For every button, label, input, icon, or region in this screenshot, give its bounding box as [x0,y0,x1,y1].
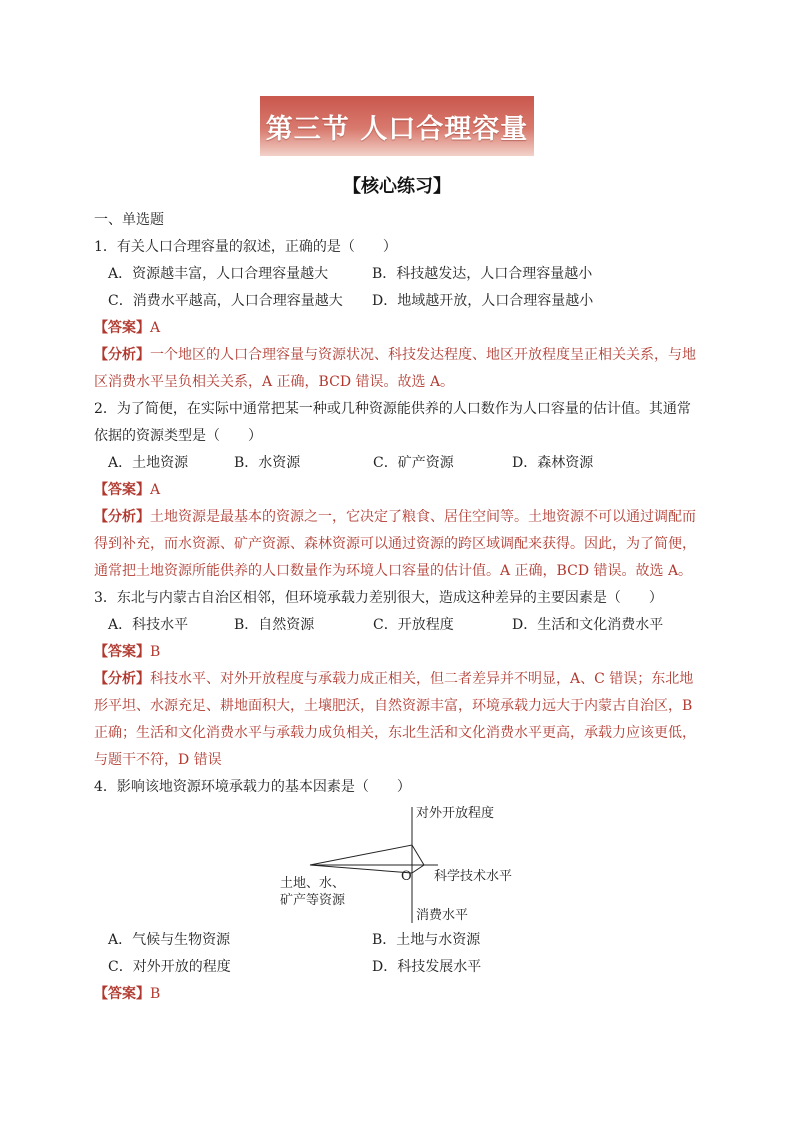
question-3 [94,585,706,774]
section-heading: 一、单选题 [94,212,164,228]
question-4 [94,774,706,1008]
question-stem: 依据的资源类型是（ ） [94,428,262,444]
option-b: B．水资源 [234,455,301,471]
answer-tag: 【答案】 [94,986,150,1002]
option-row [94,927,706,954]
section-subtitle: 【核心练习】 [343,176,451,197]
analysis-line [94,666,706,693]
answer-line [94,639,706,666]
option-b: B．科技越发达，人口合理容量越小 [372,266,593,282]
axis-label-left-1: 土地、水、 [280,876,346,891]
question-1 [94,234,706,396]
option-a: A．科技水平 [108,617,189,633]
analysis-text: 科技水平、对外开放程度与承载力成正相关，但二者差异并不明显，A、C 错误；东北地 [150,671,694,687]
option-d: D．科技发展水平 [372,959,482,975]
option-c: C．对外开放的程度 [108,959,231,975]
axis-label-left-2: 矿产等资源 [280,893,346,908]
diagram-svg [268,801,528,927]
analysis-text: 正确；生活和文化消费水平与承载力成负相关，东北生活和文化消费水平更高，承载力应该更低， [94,725,696,741]
option-b: B．土地与水资源 [372,932,481,948]
analysis-text: 区消费水平呈负相关关系，A 正确，BCD 错误。故选 A。 [94,374,455,390]
analysis-tag: 【分析】 [94,509,150,525]
page-title-banner [260,96,534,156]
analysis-text: 形平坦、水源充足、耕地面积大，土壤肥沃，自然资源丰富，环境承载力远大于内蒙古自治区，B [94,698,693,714]
answer-tag: 【答案】 [94,482,150,498]
option-d: D．生活和文化消费水平 [512,617,664,633]
content [94,207,706,1008]
answer-tag: 【答案】 [94,320,150,336]
option-a: A．土地资源 [108,455,189,471]
analysis-tag: 【分析】 [94,671,150,687]
option-a: A．资源越丰富，人口合理容量越大 [108,266,329,282]
option-c: C．消费水平越高，人口合理容量越大 [108,293,343,309]
question-stem: 2．为了简便，在实际中通常把某一种或几种资源能供养的人口数作为人口容量的估计值。其通常 [94,401,691,417]
analysis-text: 一个地区的人口合理容量与资源状况、科技发达程度、地区开放程度呈正相关关系，与地 [150,347,696,363]
axis-label-right: 科学技术水平 [434,869,513,884]
question-stem: 1．有关人口合理容量的叙述，正确的是（ ） [94,239,397,255]
analysis-line [94,342,706,369]
option-c: C．开放程度 [373,617,454,633]
origin-label: O [401,869,412,884]
analysis-text: 土地资源是最基本的资源之一，它决定了粮食、居住空间等。土地资源不可以通过调配而 [150,509,696,525]
answer-line [94,981,706,1008]
option-d: D．森林资源 [512,455,594,471]
analysis-text: 与题干不符，D 错误 [94,752,222,768]
option-row [94,612,706,639]
answer-line [94,477,706,504]
option-row [94,954,706,981]
question-2 [94,396,706,585]
option-a: A．气候与生物资源 [108,932,231,948]
question-stem: 4．影响该地资源环境承载力的基本因素是（ ） [94,779,411,795]
axis-label-top: 对外开放程度 [416,806,495,821]
axis-label-bottom: 消费水平 [416,908,469,923]
analysis-line [94,504,706,531]
option-d: D．地域越开放，人口合理容量越小 [372,293,594,309]
option-row [94,288,706,315]
answer-line [94,315,706,342]
option-c: C．矿产资源 [373,455,454,471]
answer-value: A [150,482,161,498]
analysis-text: 得到补充，而水资源、矿产资源、森林资源可以通过资源的跨区域调配来获得。因此，为了简便， [94,536,696,552]
option-row [94,261,706,288]
answer-value: A [150,320,161,336]
page-title: 第三节 人口合理容量 [265,113,529,145]
answer-tag: 【答案】 [94,644,150,660]
question-stem: 3．东北与内蒙古自治区相邻，但环境承载力差别很大，造成这种差异的主要因素是（ ） [94,590,663,606]
option-row [94,450,706,477]
analysis-tag: 【分析】 [94,347,150,363]
option-b: B．自然资源 [234,617,315,633]
analysis-text: 通常把土地资源所能供养的人口数量作为环境人口容量的估计值。A 正确，BCD 错误。故选 A。 [94,563,693,579]
answer-value: B [150,644,161,660]
answer-value: B [150,986,161,1002]
carrying-capacity-diagram [94,801,706,927]
